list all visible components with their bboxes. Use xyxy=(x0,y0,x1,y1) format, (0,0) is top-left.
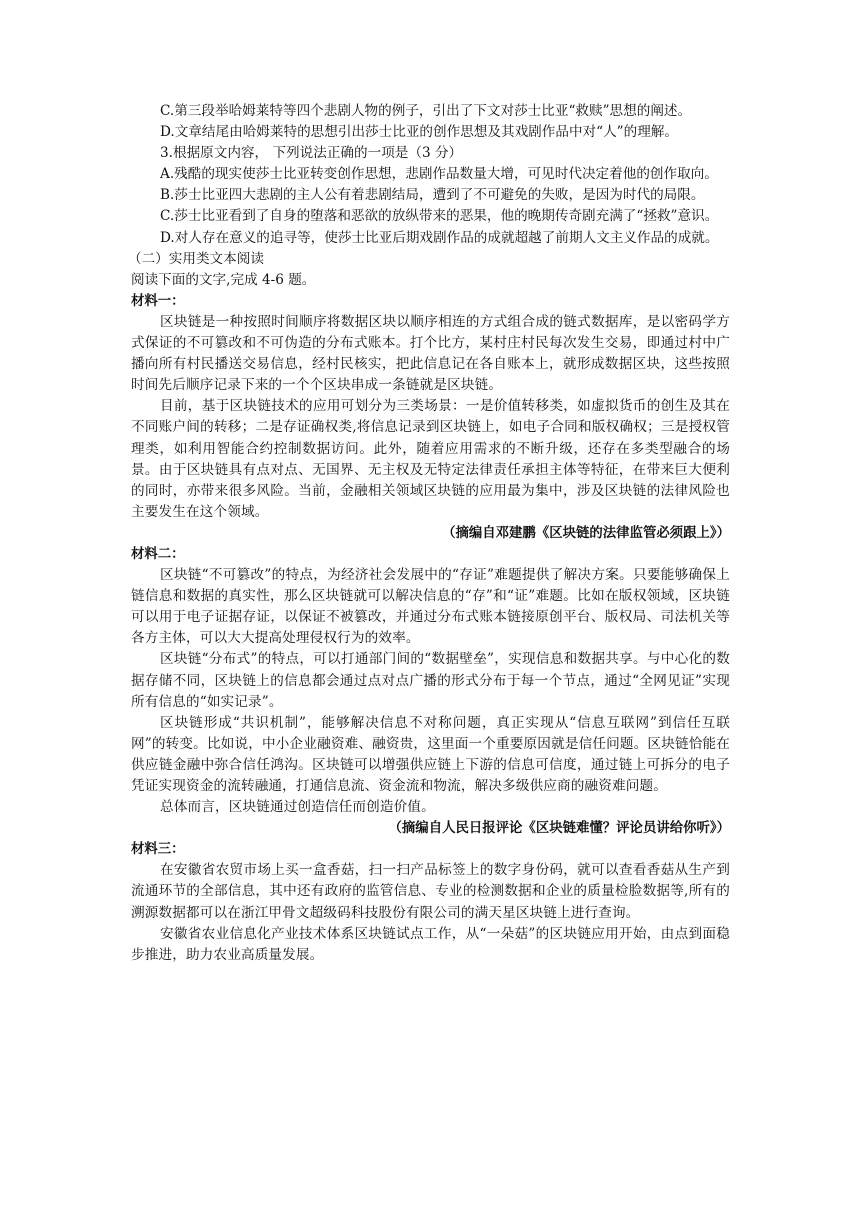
document-page xyxy=(128,101,730,966)
question-3: 3.根据原文内容， 下列说法正确的一项是（3 分） xyxy=(160,145,463,162)
material-3-paragraph: 在安徽省农贸市场上买一盒香菇，扫一扫产品标签上的数字身份码，就可以查看香菇从生产到流通环节的全部信息，其中还有政府的监管信息、专业的检测数据和企业的质量检脸数据等,所有的溯源数据都可以在浙江甲骨文超级码科技股份有限公司的满天星区块链上进行查询。 xyxy=(131,862,730,921)
material-1-source: （摘编自邓建鹏《区块链的法律监管必须跟上》） xyxy=(442,525,730,541)
material-2-paragraph: 区块链“分布式”的特点，可以打通部门间的“数据壁垒”，实现信息和数据共享。与中心化的数据存储不同，区块链上的信息都会通过点对点广播的形式分布于每一个节点，通过“全网见证”实现所有信息的“如实记录”。 xyxy=(131,651,730,710)
material-1-heading: 材料一： xyxy=(131,293,185,309)
section-heading: （二）实用类文本阅读 xyxy=(128,250,264,267)
material-1-paragraph: 区块链是一种按照时间顺序将数据区块以顺序相连的方式组合成的链式数据库，是以密码学方式保证的不可篡改和不可伪造的分布式账本。打个比方，某村庄村民每次发生交易，即通过村中广播向所有村民播送交易信息，经村民核实，把此信息记在各自账本上，就形成数据区块，这些按照时间先后顺序记录下来的一个个区块串成一条链就是区块链。 xyxy=(131,313,730,394)
option-c-q3: C.莎士比亚看到了自身的堕落和恶欲的放纵带来的恶果，他的晚期传奇剧充满了“拯救”意识。 xyxy=(160,208,719,225)
material-2-paragraph: 区块链形成“共识机制”，能够解决信息不对称问题，真正实现从“信息互联网”到信任互联网”的转变。比如说，中小企业融资难、融资贵，这里面一个重要原因就是信任问题。区块链恰能在供应链金融中弥合信任鸿沟。区块链可以增强供应链上下游的信息可信度，通过链上可拆分的电子凭证实现资金的流转融通，打通信息流、资金流和物流，解决多级供应商的融资难问题。 xyxy=(131,714,730,794)
reading-instruction: 阅读下面的文字,完成 4-6 题。 xyxy=(131,271,316,288)
option-b-q3: B.莎士比亚四大悲剧的主人公有着悲剧结局，遭到了不可避免的失败，是因为时代的局限。 xyxy=(160,187,705,204)
material-3-heading: 材料三： xyxy=(131,842,185,858)
material-3-paragraph: 安徽省农业信息化产业技术体系区块链试点工作，从“一朵菇”的区块链应用开始，由点到面稳步推进，助力农业高质量发展。 xyxy=(131,925,730,963)
material-2-paragraph: 总体而言，区块链通过创造信任而创造价值。 xyxy=(160,799,435,816)
option-c-q2: C.第三段举哈姆莱特等四个悲剧人物的例子，引出了下文对莎士比亚“救赎”思想的阐述。 xyxy=(160,103,692,119)
option-d-q3: D.对人存在意义的追寻等，使莎士比亚后期戏剧作品的成就超越了前期人文主义作品的成就。 xyxy=(160,229,719,246)
material-1-paragraph: 目前，基于区块链技术的应用可划分为三类场景：一是价值转移类，如虚拟货币的创生及其在不同账户间的转移；二是存证确权类,将信息记录到区块链上，如电子合同和版权确权；三是授权管理类，如利用智能合约控制数据访问。此外，随着应用需求的不断升级，还存在多类型融合的场景。由于区块链具有点对点、无国界、无主权及无特定法律责任承担主体等特征，在带来巨大便利的同时，亦带来很多风险。当前，金融相关领域区块链的应用最为集中，涉及区块链的法律风险也主要发生在这个领域。 xyxy=(131,398,730,520)
material-2-paragraph: 区块链“不可篡改”的特点，为经济社会发展中的“存证”难题提供了解决方案。只要能够确保上链信息和数据的真实性，那么区块链就可以解决信息的“存”和“证”难题。比如在版权领域，区块链可以用于电子证据存证，以保证不被篡改，并通过分布式账本链接原创平台、版权局、司法机关等各方主体，可以大大提高处理侵权行为的效率。 xyxy=(131,567,730,647)
material-2-source: （摘编自人民日报评论《区块链难懂？评论员讲给你听》） xyxy=(388,821,730,837)
option-a-q3: A.残酷的现实使莎士比亚转变创作思想，悲剧作品数量大增，可见时代决定着他的创作取向。 xyxy=(160,166,718,183)
option-d-q2: D.文章结尾由哈姆莱特的思想引出莎士比亚的创作思想及其戏剧作品中对“人”的理解。 xyxy=(160,124,679,141)
material-2-heading: 材料二： xyxy=(131,546,185,562)
